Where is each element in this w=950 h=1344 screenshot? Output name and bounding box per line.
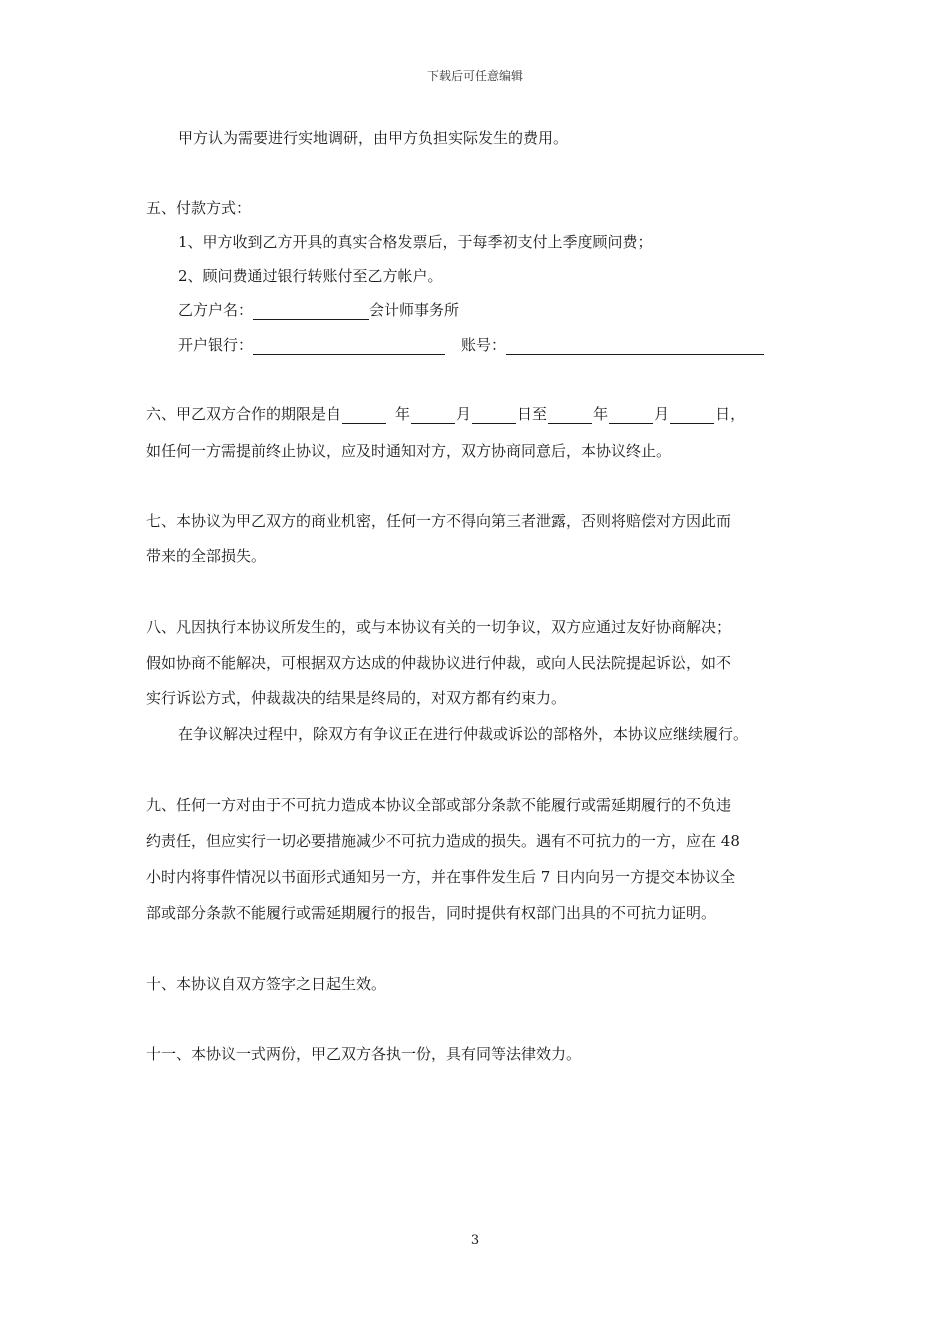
section-9-line-2: 约责任，但应实行一切必要措施减少不可抗力造成的损失。遇有不可抗力的一方，应在 48 xyxy=(146,832,740,850)
month-label: 月 xyxy=(456,405,472,423)
section-7-line-1: 七、本协议为甲乙双方的商业机密，任何一方不得向第三者泄露，否则将赔偿对方因此而 xyxy=(146,512,732,530)
section-6-line-2: 如任何一方需提前终止协议，应及时通知对方，双方协商同意后，本协议终止。 xyxy=(146,442,672,460)
bank-label: 开户银行： xyxy=(178,336,254,354)
account-no-blank[interactable] xyxy=(506,338,764,355)
section-5-item-1: 1、甲方收到乙方开具的真实合格发票后，于每季初支付上季度顾问费； xyxy=(178,233,653,251)
end-day-blank[interactable] xyxy=(670,407,714,424)
section-5-title: 五、付款方式： xyxy=(146,199,252,217)
bank-row xyxy=(178,335,764,355)
section-9-line-1: 九、任何一方对由于不可抗力造成本协议全部或部分条款不能履行或需延期履行的不负违 xyxy=(146,796,732,814)
page-header: 下载后可任意编辑 xyxy=(426,69,523,83)
account-no-label: 账号： xyxy=(461,336,507,354)
start-day-blank[interactable] xyxy=(472,407,516,424)
section-7-line-2: 带来的全部损失。 xyxy=(146,547,267,565)
section-5-item-2: 2、顾问费通过银行转账付至乙方帐户。 xyxy=(178,267,443,285)
end-year-blank[interactable] xyxy=(548,407,592,424)
month2-label: 月 xyxy=(654,405,670,423)
term-prefix: 六、甲乙双方合作的期限是自 xyxy=(146,405,342,423)
account-name-suffix: 会计师事务所 xyxy=(369,301,460,319)
account-name-label: 乙方户名： xyxy=(178,301,254,319)
section-11: 十一、本协议一式两份，甲乙双方各执一份，具有同等法律效力。 xyxy=(146,1045,582,1063)
section-9-line-3: 小时内将事件情况以书面形式通知另一方，并在事件发生后 7 日内向另一方提交本协议全 xyxy=(146,868,736,886)
section-8-line-3: 实行诉讼方式，仲裁裁决的结果是终局的，对双方都有约束力。 xyxy=(146,689,567,707)
start-year-blank[interactable] xyxy=(342,407,386,424)
intro-paragraph: 甲方认为需要进行实地调研，由甲方负担实际发生的费用。 xyxy=(178,129,569,147)
section-10: 十、本协议自双方签字之日起生效。 xyxy=(146,975,387,993)
end-month-blank[interactable] xyxy=(609,407,653,424)
section-6-line-1 xyxy=(146,404,745,424)
section-8-line-4: 在争议解决过程中，除双方有争议正在进行仲裁或诉讼的部格外，本协议应继续履行。 xyxy=(178,725,749,743)
year2-label: 年 xyxy=(593,405,609,423)
page-number: 3 xyxy=(470,1233,480,1248)
day2-label: 日， xyxy=(715,405,746,423)
start-month-blank[interactable] xyxy=(411,407,455,424)
section-9-line-4: 部或部分条款不能履行或需延期履行的报告，同时提供有权部门出具的不可抗力证明。 xyxy=(146,904,717,922)
section-8-line-2: 假如协商不能解决，可根据双方达成的仲裁协议进行仲裁，或向人民法院提起诉讼，如不 xyxy=(146,654,732,672)
account-name-row xyxy=(178,300,459,320)
year-label: 年 xyxy=(395,405,411,423)
day-to-label: 日至 xyxy=(517,405,548,423)
bank-blank[interactable] xyxy=(253,338,445,355)
section-8-line-1: 八、凡因执行本协议所发生的，或与本协议有关的一切争议，双方应通过友好协商解决； xyxy=(146,618,732,636)
account-name-blank[interactable] xyxy=(253,303,369,320)
